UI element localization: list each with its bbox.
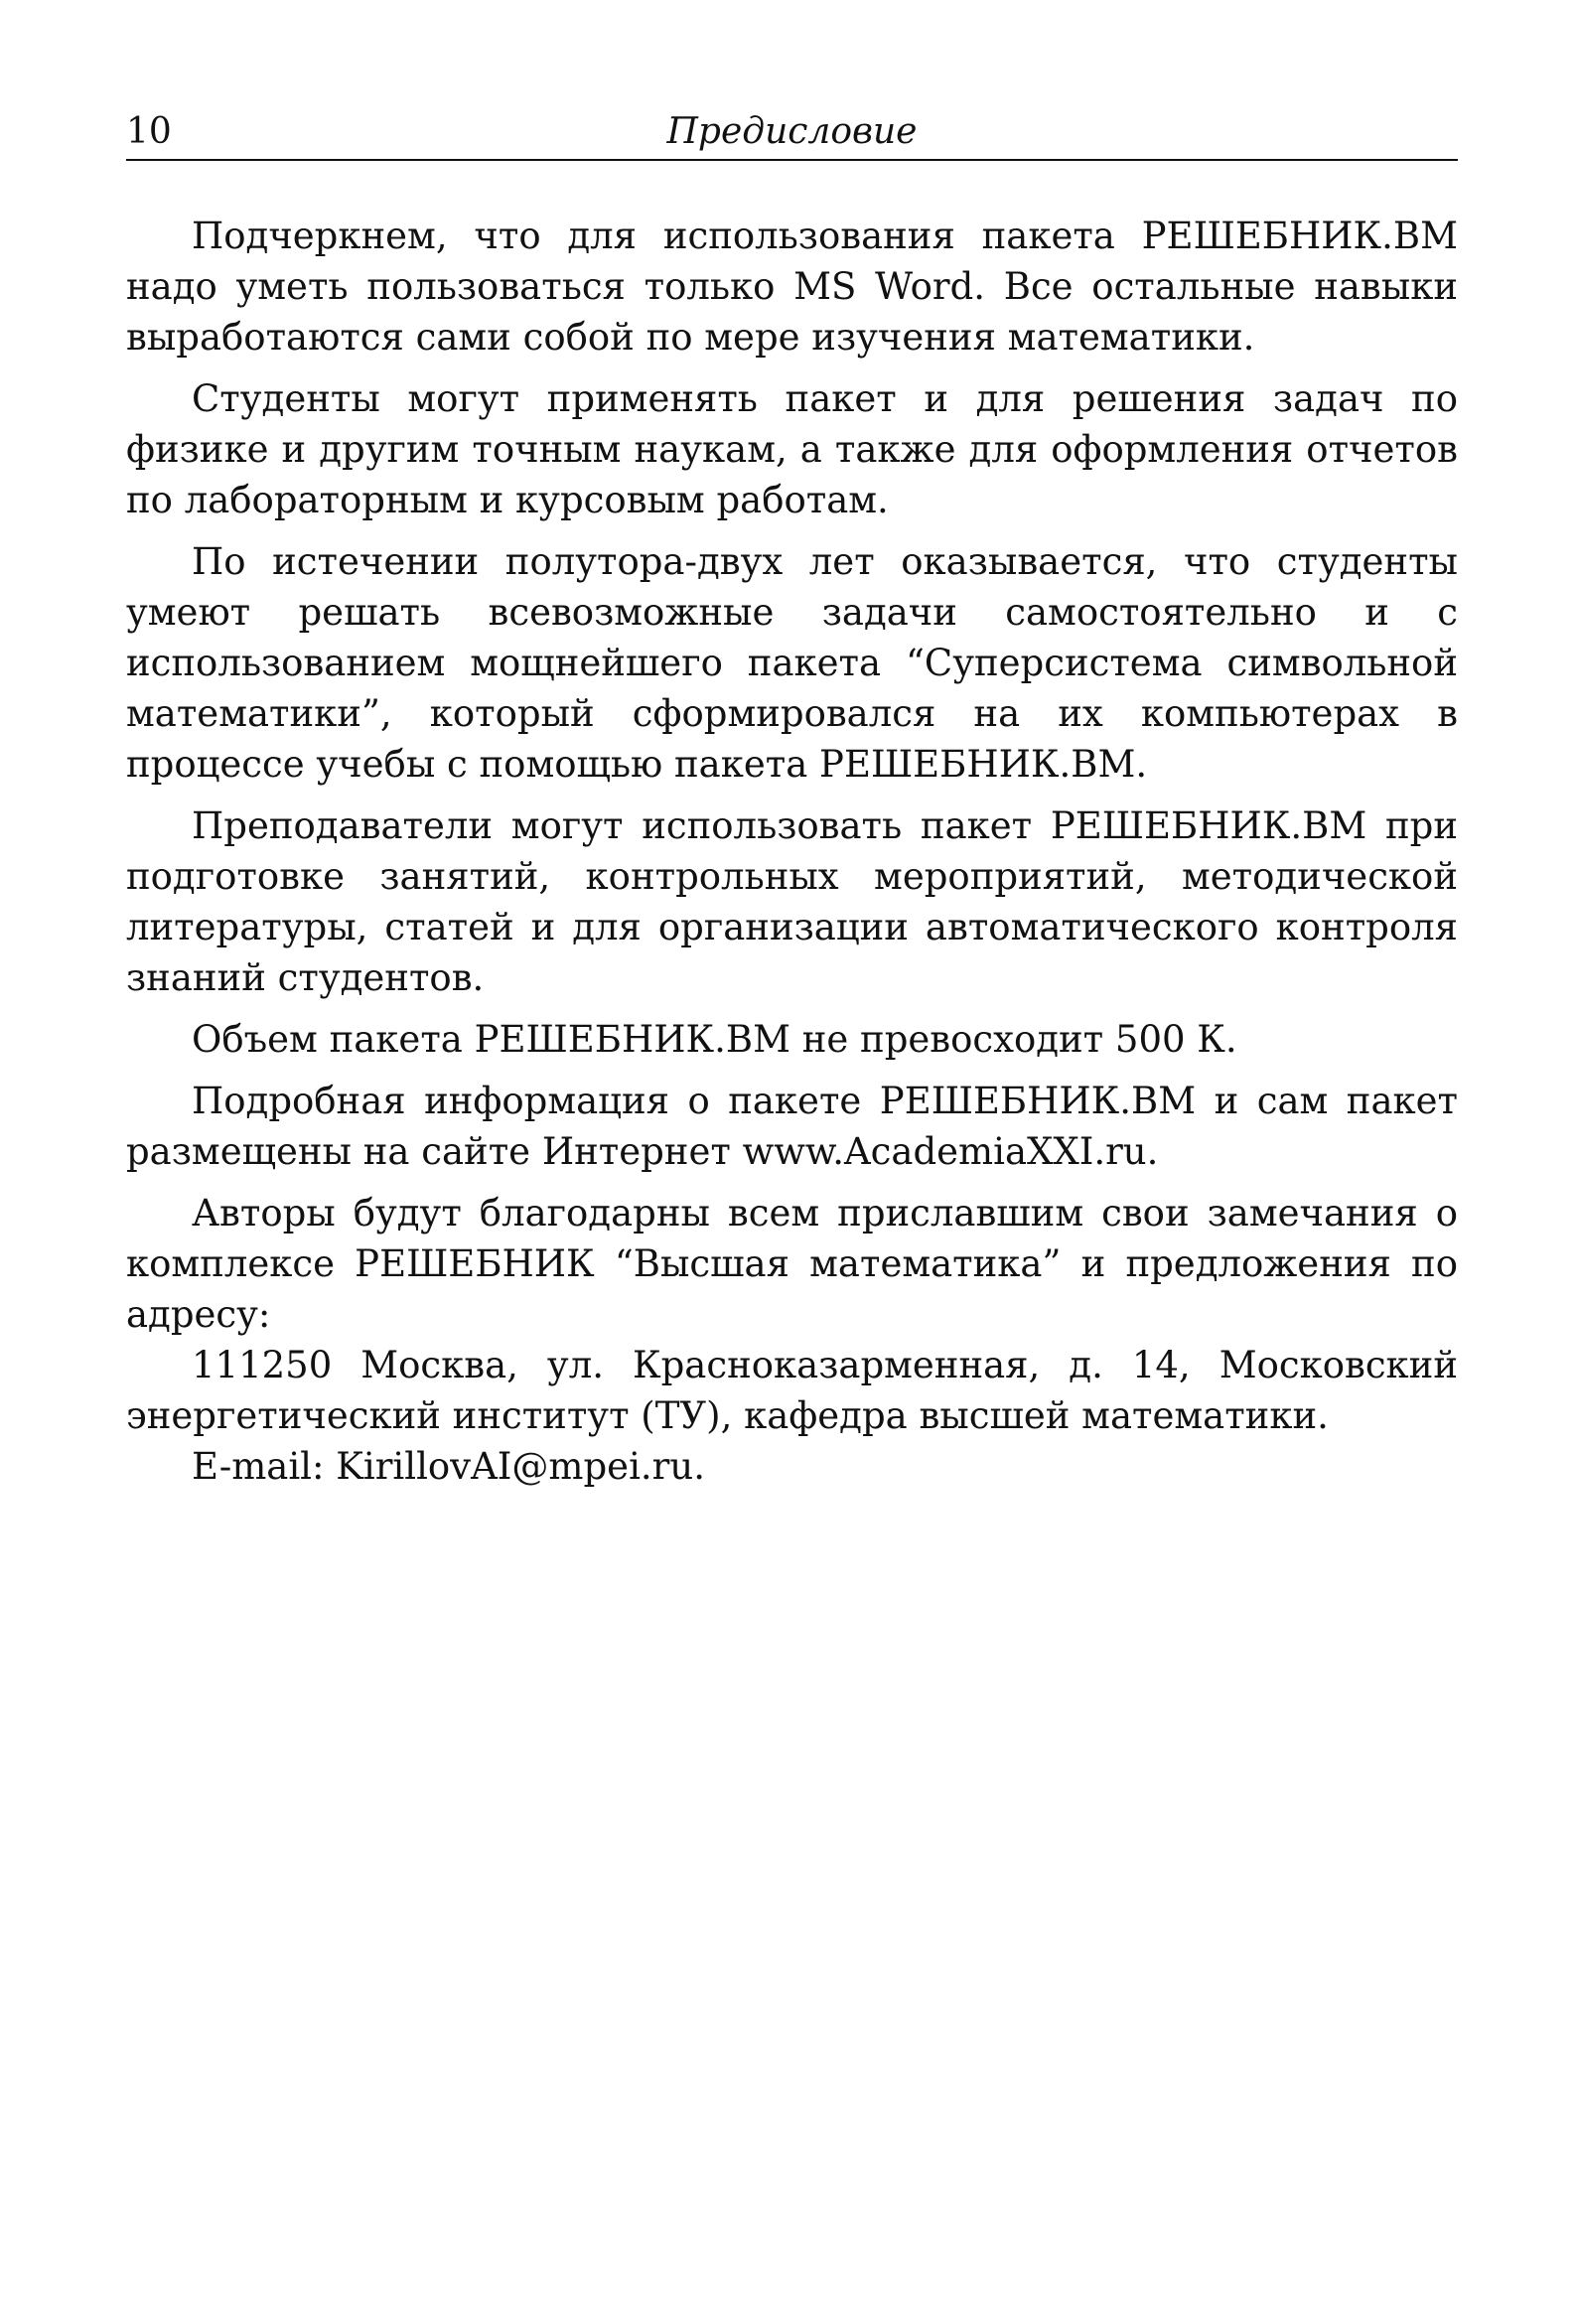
paragraph-students-skills: По истечении полутора-двух лет оказывается, что студенты умеют решать всевозможные задачи самостоятельно и с использованием мощнейшего пакета “Суперсистема символьной математики”, который сформировался на их компьютерах в процессе учебы с помощью пакета РЕШЕБНИК.ВМ. <box>126 540 1458 786</box>
paragraph-website: Подробная информация о пакете РЕШЕБНИК.ВМ и сам пакет размещены на сайте Интернет www.AcademiaXXI.ru. <box>126 1080 1458 1173</box>
body-text <box>126 211 1458 1492</box>
header-rule <box>126 159 1458 161</box>
page-number: 10 <box>126 111 172 152</box>
running-header <box>126 109 1458 155</box>
paragraph-teachers: Преподаватели могут использовать пакет РЕШЕБНИК.ВМ при подготовке занятий, контрольных мероприятий, методической литературы, статей и для организации автоматического контроля знаний студентов. <box>126 804 1458 999</box>
paragraph-email: E-mail: KirillovAI@mpei.ru. <box>192 1445 705 1488</box>
paragraph-postal-address: 111250 Москва, ул. Красноказарменная, д. 14, Московский энергетический институт (ТУ), кафедра высшей математики. <box>126 1344 1458 1437</box>
paragraph-students-physics: Студенты могут применять пакет и для решения задач по физике и другим точным наукам, а также для оформления отчетов по лабораторным и курсовым работам. <box>126 377 1458 521</box>
paragraph-package-size: Объем пакета РЕШЕБНИК.ВМ не превосходит 500 К. <box>192 1018 1237 1061</box>
paragraph-ms-word: Подчеркнем, что для использования пакета РЕШЕБНИК.ВМ надо уметь пользоваться только MS Word. Все остальные навыки выработаются сами собой по мере изучения математики. <box>126 215 1458 359</box>
paragraph-authors-thanks: Авторы будут благодарны всем приславшим свои замечания о комплексе РЕШЕБНИК “Высшая математика” и предложения по адресу: <box>126 1192 1458 1336</box>
running-title: Предисловие <box>666 111 918 152</box>
